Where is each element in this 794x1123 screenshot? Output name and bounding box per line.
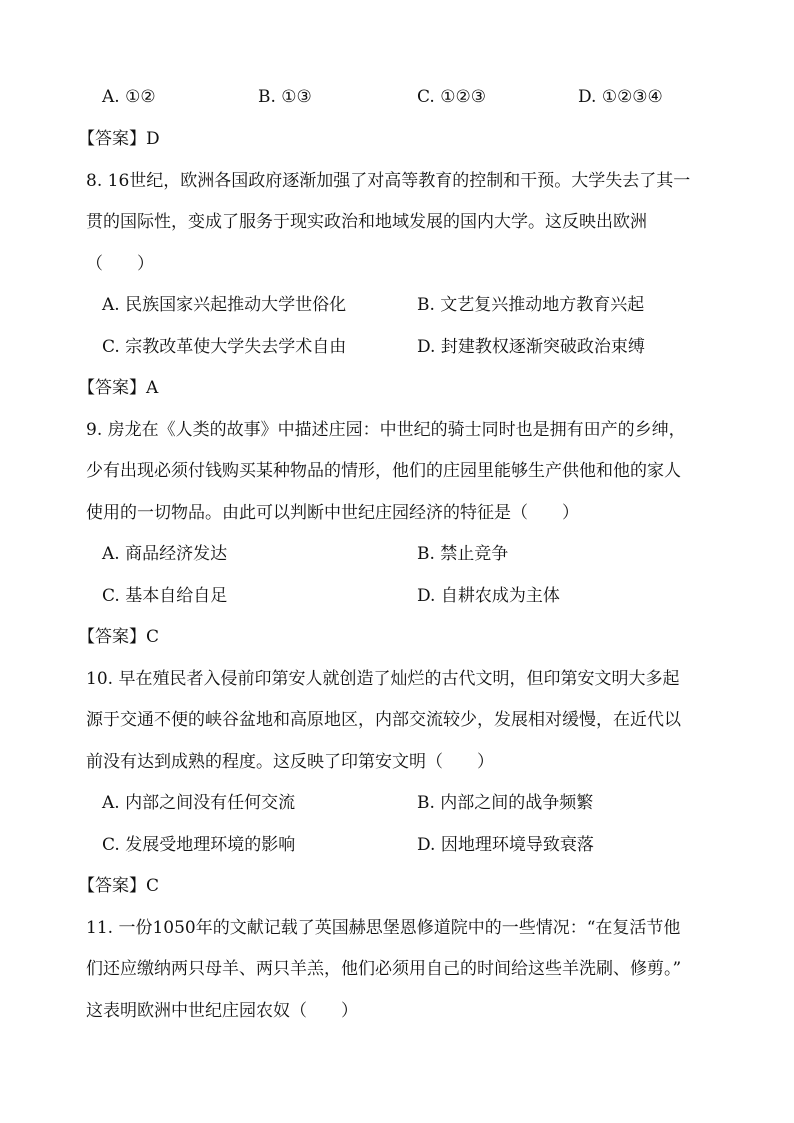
q9-stem-line-3: 使用的一切物品。由此可以判断中世纪庄园经济的特征是（ ） [86, 503, 579, 523]
q9-option-d: D. 自耕农成为主体 [417, 586, 560, 606]
q8-answer: 【答案】A [78, 378, 159, 398]
q10-option-b: B. 内部之间的战争频繁 [417, 793, 594, 813]
q11-stem-line-2: 们还应缴纳两只母羊、两只羊羔，他们必须用自己的时间给这些羊洗刷、修剪。” [86, 959, 682, 979]
q9-option-b: B. 禁止竞争 [417, 544, 509, 564]
q11-stem-line-1: 11. 一份1050年的文献记载了英国赫思堡恩修道院中的一些情况：“在复活节他 [86, 918, 681, 938]
q10-answer: 【答案】C [78, 876, 160, 896]
q10-stem-line-2: 源于交通不便的峡谷盆地和高原地区，内部交流较少，发展相对缓慢，在近代以 [86, 710, 681, 730]
q10-option-a: A. 内部之间没有任何交流 [102, 793, 296, 813]
q9-option-c: C. 基本自给自足 [102, 586, 228, 606]
q11-stem-line-3: 这表明欧洲中世纪庄园农奴（ ） [86, 1001, 358, 1021]
q9-answer: 【答案】C [78, 627, 160, 647]
q9-stem-line-2: 少有出现必须付钱购买某种物品的情形，他们的庄园里能够生产供他和他的家人 [86, 461, 681, 481]
q9-stem-line-1: 9. 房龙在《人类的故事》中描述庄园：中世纪的骑士同时也是拥有田产的乡绅， [86, 420, 686, 440]
q10-option-d: D. 因地理环境导致衰落 [417, 835, 594, 855]
q8-stem-line-3: （ ） [86, 254, 154, 274]
q7-option-d: D. ①②③④ [578, 87, 663, 107]
q7-answer: 【答案】D [78, 129, 160, 149]
q8-option-d: D. 封建教权逐渐突破政治束缚 [417, 337, 645, 357]
q10-stem-line-1: 10. 早在殖民者入侵前印第安人就创造了灿烂的古代文明，但印第安文明大多起 [86, 669, 680, 689]
q7-option-c: C. ①②③ [417, 87, 486, 107]
q7-option-a: A. ①② [102, 87, 156, 107]
q9-option-a: A. 商品经济发达 [102, 544, 228, 564]
q8-option-a: A. 民族国家兴起推动大学世俗化 [102, 295, 347, 315]
q8-option-b: B. 文艺复兴推动地方教育兴起 [417, 295, 645, 315]
q10-option-c: C. 发展受地理环境的影响 [102, 835, 296, 855]
q10-stem-line-3: 前没有达到成熟的程度。这反映了印第安文明（ ） [86, 752, 494, 772]
q8-option-c: C. 宗教改革使大学失去学术自由 [102, 337, 347, 357]
q8-stem-line-1: 8. 16世纪，欧洲各国政府逐渐加强了对高等教育的控制和干预。大学失去了其一 [86, 171, 691, 191]
q8-stem-line-2: 贯的国际性，变成了服务于现实政治和地域发展的国内大学。这反映出欧洲 [86, 212, 647, 232]
q7-option-b: B. ①③ [258, 87, 312, 107]
